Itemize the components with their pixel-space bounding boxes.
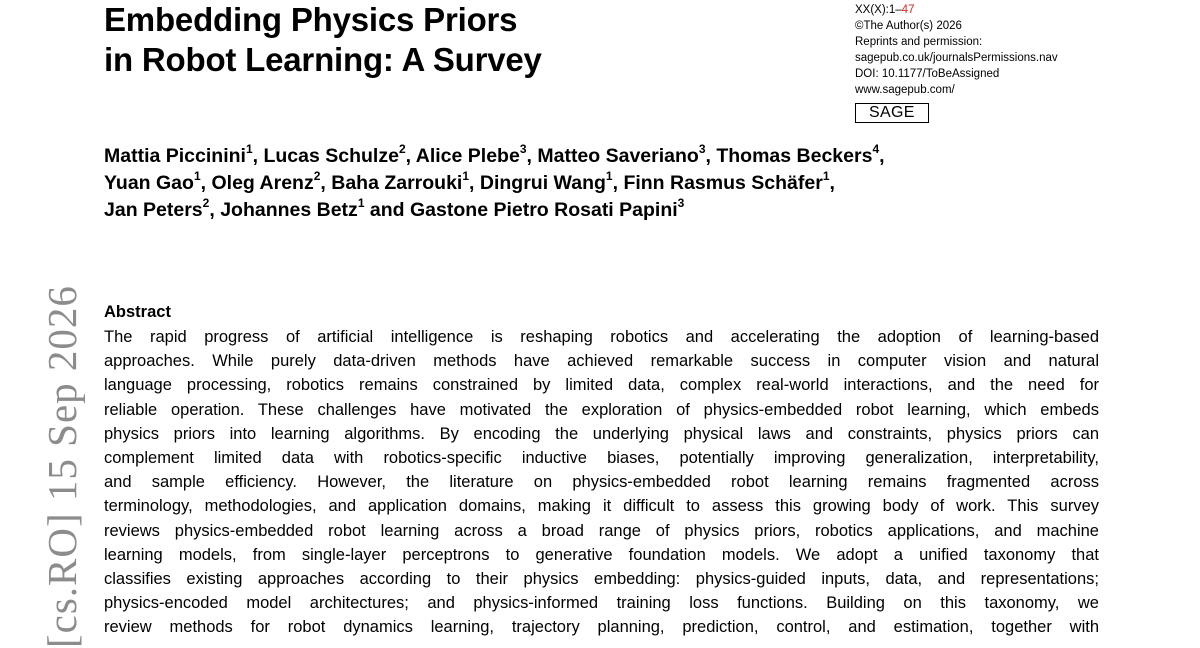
- abstract-line: physics-encoded model architectures; and physics-informed training loss functions. Building on this taxonomy, we: [104, 594, 1099, 613]
- author-name: Finn Rasmus Schäfer: [623, 172, 823, 194]
- paper-title: [104, 0, 542, 80]
- abstract-heading: Abstract: [104, 303, 171, 321]
- abstract-line: and sample efficiency. However, the literature on physics-embedded robot learning remains fragmented across: [104, 473, 1099, 492]
- author-list: [104, 143, 1104, 224]
- author-name: Dingrui Wang: [479, 172, 606, 194]
- abstract-line: review methods for robot dynamics learning, trajectory planning, prediction, control, and estimation, together with: [104, 618, 1099, 637]
- abstract-line: reliable operation. These challenges have motivated the exploration of physics-embedded robot learning, which embeds: [104, 400, 1099, 419]
- abstract-body: [104, 325, 1099, 640]
- author-line-1: Mattia Piccinini$^1$, Lucas Schulze$^2$, Alice Plebe$^3$, Matteo Saveriano$^3$, Thomas Beckers$^4$,: [104, 141, 885, 167]
- affiliation-mark: 1: [822, 168, 830, 183]
- author-name: Baha Zarrouki: [331, 172, 463, 194]
- author-name: Oleg Arenz: [211, 172, 314, 194]
- abstract-line: complement limited data with robotics-specific inductive biases, potentially improving generalization, interpretability,: [104, 449, 1099, 468]
- author-name: Lucas Schulze: [263, 145, 399, 167]
- title-line-1: Embedding Physics Priors: [104, 1, 518, 38]
- abstract-line: approaches. While purely data-driven methods have achieved remarkable success in computer vision and natural: [104, 352, 1099, 371]
- doi: DOI: 10.1177/ToBeAssigned: [855, 68, 1000, 80]
- reprints-label: Reprints and permission:: [855, 36, 983, 48]
- arxiv-side-stamp: [cs.RO] 15 Sep 2026: [39, 285, 85, 648]
- title-line-2: in Robot Learning: A Survey: [104, 41, 542, 78]
- affiliation-mark: 3: [677, 195, 685, 210]
- affiliation-mark: 1: [357, 195, 365, 210]
- author-name: Johannes Betz: [220, 199, 358, 221]
- abstract-line: classifies existing approaches according to their physics embedding: physics-guided inputs, data, and representations;: [104, 570, 1099, 589]
- page-count-link[interactable]: 47: [901, 4, 915, 16]
- affiliation-mark: 2: [202, 195, 210, 210]
- affiliation-mark: 1: [462, 168, 470, 183]
- abstract-line: The rapid progress of artificial intelligence is reshaping robotics and accelerating the adoption of learning-based: [104, 328, 1099, 346]
- affiliation-mark: 1: [193, 168, 201, 183]
- author-name: Mattia Piccinini: [104, 145, 246, 167]
- affiliation-mark: 1: [605, 168, 613, 183]
- author-name: Thomas Beckers: [716, 145, 873, 167]
- author-name: Matteo Saveriano: [537, 145, 699, 167]
- abstract-line: physics priors into learning algorithms. By encoding the underlying physical laws and constraints, physics priors can: [104, 424, 1099, 443]
- abstract-line: terminology, methodologies, and application domains, making it difficult to assess this growing body of work. This survey: [104, 497, 1099, 516]
- sage-logo-badge: SAGE: [855, 103, 929, 123]
- volume-pages: XX(X):1–47: [855, 4, 915, 16]
- abstract-line: reviews physics-embedded robot learning across a broad range of physics priors, robotics applications, and machine: [104, 521, 1099, 540]
- author-name: Alice Plebe: [415, 145, 520, 167]
- affiliation-mark: 1: [245, 141, 253, 156]
- author-line-2: Yuan Gao$^1$, Oleg Arenz$^2$, Baha Zarrouki$^1$, Dingrui Wang$^1$, Finn Rasmus Schäfer$^1$,: [104, 168, 835, 194]
- affiliation-mark: 2: [313, 168, 321, 183]
- publisher-website: www.sagepub.com/: [855, 84, 955, 96]
- reprints-url: sagepub.co.uk/journalsPermissions.nav: [855, 52, 1058, 64]
- copyright-notice: ©The Author(s) 2026: [855, 20, 962, 32]
- abstract-line: learning models, from single-layer perceptrons to generative foundation models. We adopt a unified taxonomy that: [104, 545, 1099, 564]
- abstract-line: language processing, robotics remains constrained by limited data, complex real-world interactions, and the need for: [104, 376, 1099, 395]
- author-line-3: Jan Peters$^2$, Johannes Betz$^1$ and Gastone Pietro Rosati Papini$^3$: [104, 195, 685, 221]
- affiliation-mark: 3: [519, 141, 527, 156]
- affiliation-mark: 4: [872, 141, 880, 156]
- author-name: Jan Peters: [104, 199, 203, 221]
- author-name: Gastone Pietro Rosati Papini: [410, 199, 678, 221]
- journal-metadata: [855, 2, 1058, 123]
- affiliation-mark: 3: [698, 141, 706, 156]
- author-name: Yuan Gao: [104, 172, 194, 194]
- affiliation-mark: 2: [398, 141, 406, 156]
